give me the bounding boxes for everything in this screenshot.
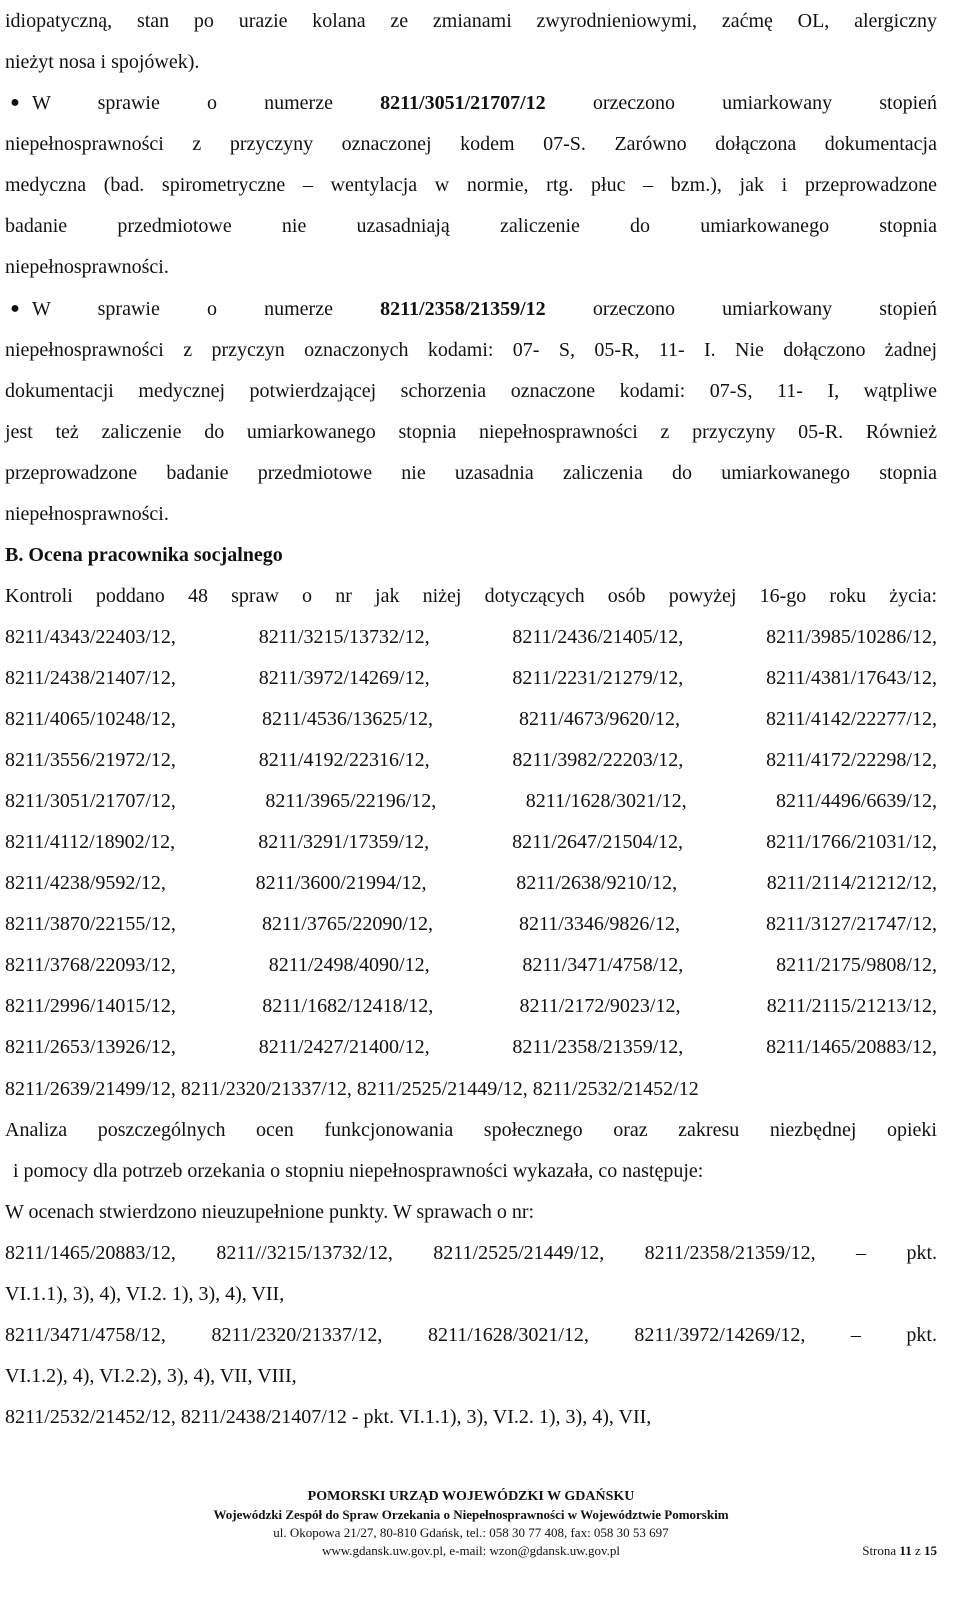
case-number: 8211/1628/3021/12,	[525, 790, 687, 812]
paragraph-line: VI.1.1), 3), 4), VI.2. 1), 3), 4), VII,	[5, 1283, 285, 1305]
bullet-icon: ●	[10, 94, 20, 111]
case-number: 8211/2175/9808/12,	[776, 954, 937, 976]
paragraph-line: VI.1.2), 4), VI.2.2), 3), 4), VII, VIII,	[5, 1365, 297, 1387]
case-number-row	[5, 1026, 937, 1068]
case-number: 8211/2115/21213/12,	[766, 995, 937, 1017]
case-number: 8211/3972/14269/12,	[258, 667, 430, 689]
case-number: 8211/4142/22277/12,	[766, 708, 937, 730]
paragraph-line: i pomocy dla potrzeb orzekania o stopniu niepełnosprawności wykazała, co następuje:	[13, 1160, 704, 1182]
case-number-row	[5, 616, 937, 658]
case-number: 8211/2438/21407/12,	[5, 667, 176, 689]
case-number: 8211/4238/9592/12,	[5, 872, 166, 894]
bullet-text: W sprawie o numerze 8211/2358/21359/12 orzeczono umiarkowany stopień	[32, 298, 938, 320]
case-number: 8211/3768/22093/12,	[5, 954, 176, 976]
case-number: 8211/3870/22155/12,	[5, 913, 176, 935]
case-number-row	[5, 862, 937, 904]
case-number: 8211/3127/21747/12,	[766, 913, 937, 935]
case-number: 8211/4112/18902/12,	[5, 831, 176, 853]
paragraph-line: 8211/1465/20883/12, 8211//3215/13732/12, 8211/2525/21449/12, 8211/2358/21359/12, – pkt.	[5, 1242, 937, 1264]
case-number: 8211/3965/22196/12,	[265, 790, 437, 812]
page-footer	[5, 1488, 937, 1560]
footer-contact-row	[5, 1542, 937, 1560]
case-number: 8211/1682/12418/12,	[262, 995, 434, 1017]
paragraph-line: badanie przedmiotowe nie uzasadniają zaliczenie do umiarkowanego stopnia	[5, 215, 937, 237]
paragraph-line: 8211/2532/21452/12, 8211/2438/21407/12 - pkt. VI.1.1), 3), VI.2. 1), 3), 4), VII,	[5, 1406, 652, 1428]
footer-organization: POMORSKI URZĄD WOJEWÓDZKI W GDAŃSKU	[307, 1489, 635, 1504]
case-number: 8211/1465/20883/12,	[766, 1036, 937, 1058]
case-number: 8211/4536/13625/12,	[262, 708, 433, 730]
footer-team: Wojewódzki Zespół do Spraw Orzekania o Niepełnosprawności w Województwie Pomorskim	[213, 1507, 729, 1522]
page-number: Strona 11 z 15	[862, 1543, 937, 1558]
bullet-text: W sprawie o numerze 8211/3051/21707/12 orzeczono umiarkowany stopień	[32, 92, 938, 114]
case-number: 8211/2358/21359/12,	[512, 1036, 684, 1058]
case-number: 8211/3291/17359/12,	[258, 831, 430, 853]
case-number: 8211/4673/9620/12,	[519, 708, 680, 730]
paragraph-line: Kontroli poddano 48 spraw o nr jak niżej dotyczących osób powyżej 16-go roku życia:	[5, 585, 937, 607]
case-number: 8211/4381/17643/12,	[766, 667, 937, 689]
case-number: 8211/4192/22316/12,	[258, 749, 430, 771]
case-number: 8211/2638/9210/12,	[516, 872, 678, 894]
case-number: 8211/2427/21400/12,	[258, 1036, 430, 1058]
case-number: 8211/3346/9826/12,	[519, 913, 680, 935]
paragraph-line: niepełnosprawności z przyczyny oznaczonej kodem 07-S. Zarówno dołączona dokumentacja	[5, 133, 937, 155]
case-list-last-line: 8211/2639/21499/12, 8211/2320/21337/12, 8211/2525/21449/12, 8211/2532/21452/12	[5, 1078, 699, 1100]
case-number-row	[5, 985, 937, 1027]
case-number: 8211/2358/21359/12	[380, 298, 546, 320]
case-number: 8211/2231/21279/12,	[512, 667, 684, 689]
paragraph-line: dokumentacji medycznej potwierdzającej schorzenia oznaczone kodami: 07-S, 11- I, wątpliwe	[5, 380, 937, 402]
paragraph-line: przeprowadzone badanie przedmiotowe nie uzasadnia zaliczenia do umiarkowanego stopnia	[5, 462, 937, 484]
case-number-row	[5, 944, 937, 986]
paragraph-line: jest też zaliczenie do umiarkowanego stopnia niepełnosprawności z przyczyny 05-R. Również	[5, 421, 937, 443]
case-number: 8211/4065/10248/12,	[5, 708, 176, 730]
case-number: 8211/2436/21405/12,	[512, 626, 684, 648]
paragraph-line: W ocenach stwierdzono nieuzupełnione punkty. W sprawach o nr:	[5, 1201, 535, 1223]
case-number: 8211/2647/21504/12,	[512, 831, 684, 853]
paragraph-line: niepełnosprawności.	[5, 256, 169, 278]
footer-web-email: www.gdansk.uw.gov.pl, e-mail: wzon@gdansk.uw.gov.pl	[321, 1543, 621, 1558]
case-number-row	[5, 903, 937, 945]
case-number: 8211/4343/22403/12,	[5, 626, 176, 648]
case-number: 8211/1766/21031/12,	[766, 831, 937, 853]
case-number: 8211/3600/21994/12,	[255, 872, 427, 894]
paragraph-line: medyczna (bad. spirometryczne – wentylacja w normie, rtg. płuc – bzm.), jak i przeprowadzone	[5, 174, 937, 196]
case-number: 8211/4172/22298/12,	[766, 749, 937, 771]
paragraph-line: Analiza poszczególnych ocen funkcjonowania społecznego oraz zakresu niezbędnej opieki	[5, 1119, 937, 1141]
footer-address: ul. Okopowa 21/27, 80-810 Gdańsk, tel.: 058 30 77 408, fax: 058 30 53 697	[273, 1525, 669, 1540]
case-number: 8211/2172/9023/12,	[519, 995, 681, 1017]
case-number: 8211/2996/14015/12,	[5, 995, 176, 1017]
case-number: 8211/2114/21212/12,	[766, 872, 937, 894]
case-number: 8211/3765/22090/12,	[262, 913, 433, 935]
case-number-row	[5, 657, 937, 699]
bullet-item	[5, 288, 937, 330]
case-number: 8211/3982/22203/12,	[512, 749, 684, 771]
case-number-row	[5, 821, 937, 863]
paragraph-line: 8211/3471/4758/12, 8211/2320/21337/12, 8211/1628/3021/12, 8211/3972/14269/12, – pkt.	[5, 1324, 937, 1346]
case-number-row	[5, 739, 937, 781]
paragraph-line: nieżyt nosa i spojówek).	[5, 51, 200, 73]
case-number: 8211/2653/13926/12,	[5, 1036, 176, 1058]
case-number: 8211/4496/6639/12,	[776, 790, 937, 812]
case-number: 8211/3051/21707/12	[380, 92, 546, 114]
paragraph-line: niepełnosprawności z przyczyn oznaczonych kodami: 07- S, 05-R, 11- I. Nie dołączono żadnej	[5, 339, 937, 361]
paragraph-line: idiopatyczną, stan po urazie kolana ze zmianami zwyrodnieniowymi, zaćmę OL, alergiczny	[5, 10, 937, 32]
bullet-icon: ●	[10, 300, 20, 317]
section-heading: B. Ocena pracownika socjalnego	[5, 544, 283, 566]
case-number: 8211/3051/21707/12,	[5, 790, 176, 812]
case-number: 8211/3985/10286/12,	[766, 626, 937, 648]
case-number-row	[5, 780, 937, 822]
case-number: 8211/3471/4758/12,	[522, 954, 684, 976]
case-number: 8211/3556/21972/12,	[5, 749, 176, 771]
case-number-row	[5, 698, 937, 740]
case-number: 8211/3215/13732/12,	[258, 626, 430, 648]
paragraph-line: niepełnosprawności.	[5, 503, 169, 525]
case-number: 8211/2498/4090/12,	[268, 954, 430, 976]
bullet-item	[5, 82, 937, 124]
